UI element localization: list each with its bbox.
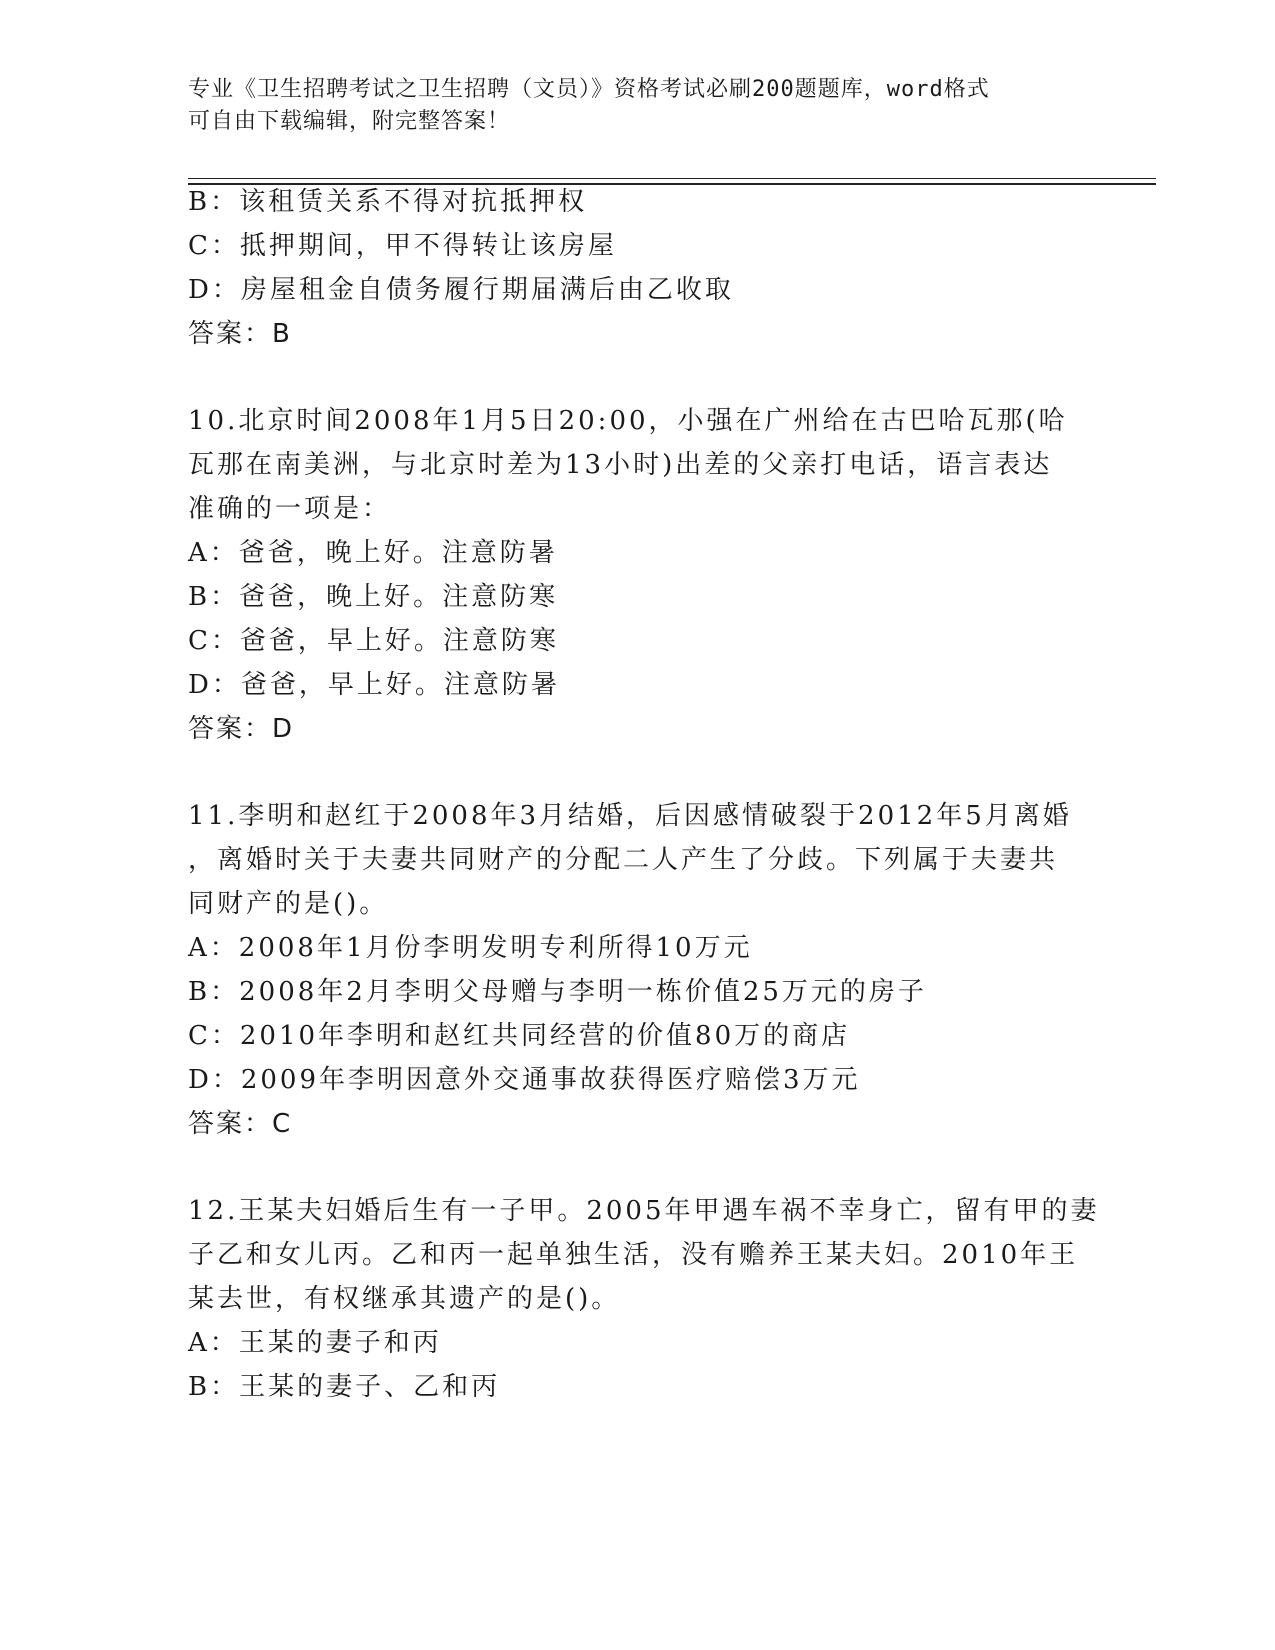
q10-stem-line-1: 10.北京时间2008年1月5日20:00，小强在广州给在古巴哈瓦那(哈 bbox=[188, 406, 1068, 436]
header-line-2: 可自由下载编辑，附完整答案！ bbox=[188, 109, 511, 134]
q9-option-c: C：抵押期间，甲不得转让该房屋 bbox=[188, 231, 617, 261]
q10-answer: 答案：D bbox=[188, 714, 295, 744]
q12-stem-line-1: 12.王某夫妇婚后生有一子甲。2005年甲遇车祸不幸身亡，留有甲的妻 bbox=[188, 1196, 1100, 1226]
q9-option-b: B：该租赁关系不得对抗抵押权 bbox=[188, 187, 588, 217]
q11-option-b: B：2008年2月李明父母赠与李明一栋价值25万元的房子 bbox=[188, 977, 927, 1007]
header-line-1: 专业《卫生招聘考试之卫生招聘（文员）》资格考试必刷200题题库，word格式 bbox=[188, 77, 990, 102]
q11-option-a: A：2008年1月份李明发明专利所得10万元 bbox=[188, 933, 753, 963]
q11-stem-line-2: ，离婚时关于夫妻共同财产的分配二人产生了分歧。下列属于夫妻共 bbox=[188, 845, 1059, 875]
q11-stem-line-1: 11.李明和赵红于2008年3月结婚，后因感情破裂于2012年5月离婚 bbox=[188, 801, 1072, 831]
q10-option-b: B：爸爸，晚上好。注意防寒 bbox=[188, 582, 559, 612]
q10-option-a: A：爸爸，晚上好。注意防暑 bbox=[188, 538, 558, 568]
q11-stem-line-3: 同财产的是()。 bbox=[188, 889, 389, 919]
q12-option-b: B：王某的妻子、乙和丙 bbox=[188, 1372, 501, 1402]
q12-option-a: A：王某的妻子和丙 bbox=[188, 1328, 442, 1358]
q9-answer: 答案：B bbox=[188, 319, 292, 349]
q12-stem-line-3: 某去世，有权继承其遗产的是()。 bbox=[188, 1284, 621, 1314]
q11-answer: 答案：C bbox=[188, 1109, 293, 1139]
header-divider-thick bbox=[188, 183, 1156, 185]
q10-option-d: D：爸爸，早上好。注意防暑 bbox=[188, 670, 560, 700]
header-divider-thin bbox=[188, 178, 1156, 179]
q12-stem-line-2: 子乙和女儿丙。乙和丙一起单独生活，没有赡养王某夫妇。2010年王 bbox=[188, 1240, 1079, 1270]
q10-stem-line-2: 瓦那在南美洲，与北京时差为13小时)出差的父亲打电话，语言表达 bbox=[188, 450, 1053, 480]
q11-option-c: C：2010年李明和赵红共同经营的价值80万的商店 bbox=[188, 1021, 851, 1051]
q9-option-d: D：房屋租金自债务履行期届满后由乙收取 bbox=[188, 275, 734, 305]
q11-option-d: D：2009年李明因意外交通事故获得医疗赔偿3万元 bbox=[188, 1065, 861, 1095]
q10-stem-line-3: 准确的一项是： bbox=[188, 494, 392, 524]
q10-option-c: C：爸爸，早上好。注意防寒 bbox=[188, 626, 559, 656]
document-header bbox=[188, 74, 1068, 138]
